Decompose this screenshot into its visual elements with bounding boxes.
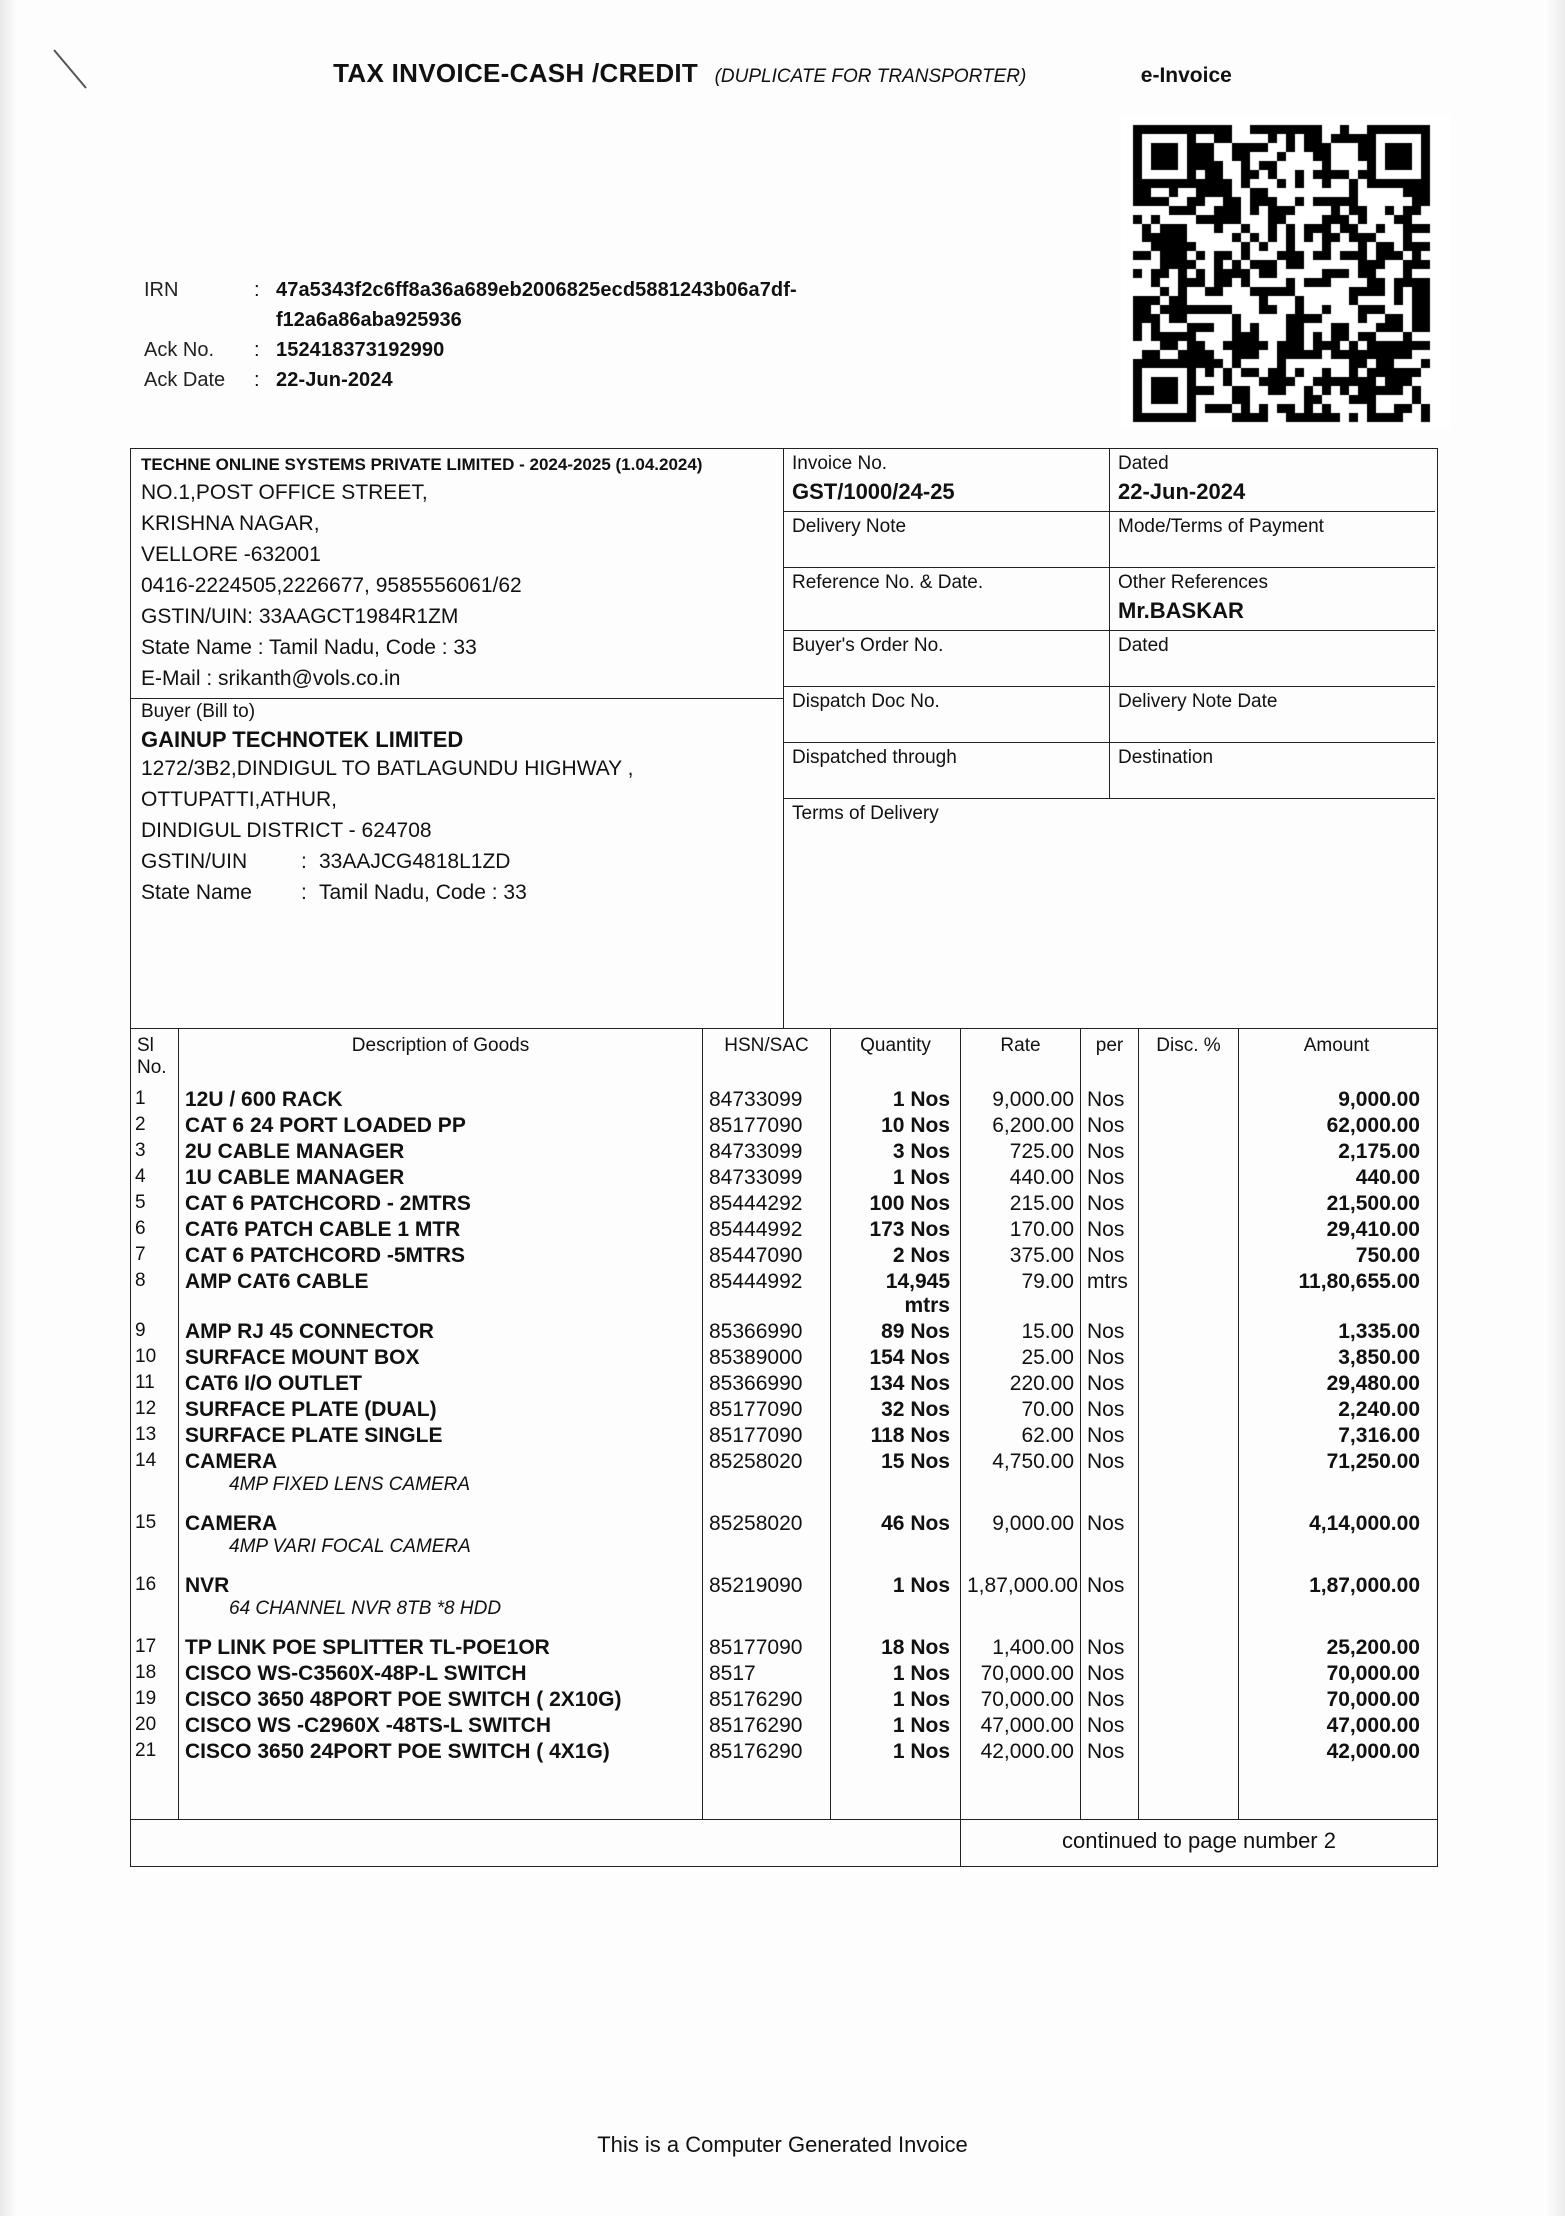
row-sl: 21	[131, 1739, 179, 1765]
row-quantity: 32 Nos	[831, 1397, 961, 1423]
row-rate: 15.00	[961, 1319, 1081, 1345]
row-hsn: 85219090	[703, 1573, 831, 1635]
row-quantity: 154 Nos	[831, 1345, 961, 1371]
seller-gstin: GSTIN/UIN: 33AAGCT1984R1ZM	[141, 605, 459, 628]
row-hsn: 85366990	[703, 1319, 831, 1345]
row-description: SURFACE MOUNT BOX	[179, 1345, 703, 1371]
delivery-note-date-cell	[1110, 687, 1435, 743]
row-per: Nos	[1081, 1139, 1139, 1165]
reference-cell	[784, 568, 1110, 631]
row-hsn: 85176290	[703, 1713, 831, 1739]
row-hsn: 85366990	[703, 1371, 831, 1397]
row-per: Nos	[1081, 1345, 1139, 1371]
row-description: 12U / 600 RACK	[179, 1087, 703, 1113]
row-amount: 11,80,655.00	[1298, 1270, 1420, 1293]
row-quantity: 10 Nos	[831, 1113, 961, 1139]
meta-row-buyers-order	[784, 631, 1435, 687]
row-per: Nos	[1081, 1449, 1139, 1511]
dispatched-through-cell	[784, 743, 1110, 799]
row-per: Nos	[1081, 1165, 1139, 1191]
seller-address-line-3: VELLORE -632001	[141, 543, 321, 566]
scan-edge-right	[1543, 0, 1565, 2216]
destination-label: Destination	[1118, 747, 1214, 768]
destination-cell	[1110, 743, 1435, 799]
meta-row-reference	[784, 568, 1435, 631]
buyer-address-line-3: DINDIGUL DISTRICT - 624708	[141, 819, 432, 842]
row-per: Nos	[1081, 1243, 1139, 1269]
buyer-name: GAINUP TECHNOTEK LIMITED	[141, 727, 464, 752]
row-amount: 29,480.00	[1326, 1372, 1420, 1395]
row-rate: 47,000.00	[961, 1713, 1081, 1739]
irn-row	[144, 275, 797, 305]
buyers-order-dated-cell	[1110, 631, 1435, 687]
invoice-meta-column	[784, 449, 1435, 1028]
reference-label: Reference No. & Date.	[792, 572, 984, 593]
row-sl: 4	[131, 1165, 179, 1191]
row-rate: 9,000.00	[961, 1087, 1081, 1113]
row-description: SURFACE PLATE (DUAL)	[179, 1397, 703, 1423]
row-rate: 70,000.00	[961, 1661, 1081, 1687]
table-row	[131, 1217, 1437, 1243]
continued-label: continued to page number 2	[1062, 1828, 1336, 1853]
row-amount: 70,000.00	[1326, 1688, 1420, 1711]
row-disc	[1139, 1217, 1239, 1243]
row-quantity: 1 Nos	[831, 1573, 961, 1635]
row-sl: 9	[131, 1319, 179, 1345]
table-spacer-cell	[1139, 1765, 1239, 1819]
row-description: CAT 6 PATCHCORD -5MTRS	[179, 1243, 703, 1269]
row-hsn: 85176290	[703, 1739, 831, 1765]
row-disc	[1139, 1269, 1239, 1319]
row-description: CISCO WS-C3560X-48P-L SWITCH	[179, 1661, 703, 1687]
row-per: Nos	[1081, 1087, 1139, 1113]
table-row	[131, 1087, 1437, 1113]
buyer-address-line-1: 1272/3B2,DINDIGUL TO BATLAGUNDU HIGHWAY ,	[141, 757, 634, 780]
terms-of-delivery-cell	[784, 799, 1435, 949]
row-amount: 1,335.00	[1338, 1320, 1420, 1343]
row-description: CAT 6 24 PORT LOADED PP	[179, 1113, 703, 1139]
row-description: CISCO 3650 24PORT POE SWITCH ( 4X1G)	[179, 1739, 703, 1765]
row-sl: 6	[131, 1217, 179, 1243]
row-hsn: 84733099	[703, 1087, 831, 1113]
table-row	[131, 1687, 1437, 1713]
meta-row-dispatch-doc	[784, 687, 1435, 743]
row-hsn: 85444992	[703, 1269, 831, 1319]
row-description: CAT6 I/O OUTLET	[179, 1371, 703, 1397]
meta-row-dispatched-through	[784, 743, 1435, 799]
row-sl: 8	[131, 1269, 179, 1319]
row-disc	[1139, 1243, 1239, 1269]
column-header-description: Description of Goods	[179, 1029, 703, 1087]
row-quantity: 1 Nos	[831, 1087, 961, 1113]
row-sl: 7	[131, 1243, 179, 1269]
row-amount: 2,240.00	[1338, 1398, 1420, 1421]
table-spacer-cell	[703, 1765, 831, 1819]
row-description: CAMERA 4MP VARI FOCAL CAMERA	[179, 1511, 703, 1573]
items-table-footer	[131, 1819, 1437, 1866]
row-sl: 20	[131, 1713, 179, 1739]
row-per: Nos	[1081, 1191, 1139, 1217]
buyer-gstin-row	[141, 846, 773, 877]
row-disc	[1139, 1139, 1239, 1165]
row-rate: 220.00	[961, 1371, 1081, 1397]
row-rate: 4,750.00	[961, 1449, 1081, 1511]
irn-colon: :	[254, 279, 260, 301]
irn-value-line2: f12a6a86aba925936	[276, 309, 462, 331]
row-disc	[1139, 1687, 1239, 1713]
meta-row-delivery-note	[784, 512, 1435, 568]
table-spacer-cell	[961, 1765, 1081, 1819]
row-hsn: 85444992	[703, 1217, 831, 1243]
ack-date-colon: :	[254, 369, 260, 391]
row-rate: 70.00	[961, 1397, 1081, 1423]
buyer-gstin-label: GSTIN/UIN	[141, 850, 248, 873]
row-disc	[1139, 1087, 1239, 1113]
ack-no-value: 152418373192990	[276, 339, 445, 361]
ack-no-row	[144, 335, 797, 365]
row-disc	[1139, 1635, 1239, 1661]
ack-date-label: Ack Date	[144, 369, 226, 391]
row-amount: 4,14,000.00	[1309, 1512, 1420, 1535]
row-quantity: 1 Nos	[831, 1661, 961, 1687]
buyers-order-dated-label: Dated	[1118, 635, 1169, 656]
row-per: Nos	[1081, 1687, 1139, 1713]
table-row	[131, 1345, 1437, 1371]
terms-of-delivery-label: Terms of Delivery	[792, 803, 939, 824]
row-rate: 70,000.00	[961, 1687, 1081, 1713]
row-per: Nos	[1081, 1739, 1139, 1765]
dispatched-through-label: Dispatched through	[792, 747, 957, 768]
table-row	[131, 1243, 1437, 1269]
buyer-gstin-colon: :	[301, 850, 307, 873]
invoice-no-label: Invoice No.	[792, 453, 888, 474]
dated-cell	[1110, 449, 1435, 512]
row-disc	[1139, 1397, 1239, 1423]
parties-section	[131, 449, 1437, 1028]
row-quantity: 1 Nos	[831, 1165, 961, 1191]
row-disc	[1139, 1661, 1239, 1687]
row-quantity: 1 Nos	[831, 1739, 961, 1765]
row-per: mtrs	[1081, 1269, 1139, 1319]
row-rate: 62.00	[961, 1423, 1081, 1449]
row-per: Nos	[1081, 1371, 1139, 1397]
row-amount: 9,000.00	[1338, 1088, 1420, 1111]
row-quantity: 15 Nos	[831, 1449, 961, 1511]
duplicate-label: (DUPLICATE FOR TRANSPORTER)	[714, 66, 1027, 87]
dated-label: Dated	[1118, 453, 1169, 474]
row-rate: 42,000.00	[961, 1739, 1081, 1765]
row-sl: 10	[131, 1345, 179, 1371]
row-amount: 29,410.00	[1326, 1218, 1420, 1241]
table-row	[131, 1511, 1437, 1573]
irn-block	[144, 275, 797, 395]
row-per: Nos	[1081, 1511, 1139, 1573]
ack-date-value: 22-Jun-2024	[276, 369, 393, 391]
table-row	[131, 1113, 1437, 1139]
row-hsn: 85177090	[703, 1423, 831, 1449]
row-rate: 1,87,000.00	[961, 1573, 1081, 1635]
qr-code-icon	[1121, 115, 1451, 429]
buyer-state-row	[141, 877, 773, 908]
invoice-frame	[130, 448, 1438, 1867]
row-sub-description: 4MP VARI FOCAL CAMERA	[229, 1536, 471, 1557]
other-references-cell	[1110, 568, 1435, 631]
row-quantity: 1 Nos	[831, 1687, 961, 1713]
computer-generated-note: This is a Computer Generated Invoice	[597, 2132, 968, 2157]
delivery-note-label: Delivery Note	[792, 516, 907, 537]
row-hsn: 85177090	[703, 1397, 831, 1423]
table-row	[131, 1449, 1437, 1511]
row-quantity: 134 Nos	[831, 1371, 961, 1397]
row-description: CISCO 3650 48PORT POE SWITCH ( 2X10G)	[179, 1687, 703, 1713]
row-amount: 1,87,000.00	[1309, 1574, 1420, 1597]
table-spacer-cell	[179, 1765, 703, 1819]
row-description: CAMERA 4MP FIXED LENS CAMERA	[179, 1449, 703, 1511]
table-row	[131, 1573, 1437, 1635]
row-quantity: 46 Nos	[831, 1511, 961, 1573]
column-header-amount: Amount	[1303, 1035, 1370, 1056]
column-header-hsn: HSN/SAC	[703, 1029, 831, 1087]
row-per: Nos	[1081, 1661, 1139, 1687]
row-disc	[1139, 1345, 1239, 1371]
row-amount: 3,850.00	[1338, 1346, 1420, 1369]
dispatch-doc-cell	[784, 687, 1110, 743]
row-description: AMP CAT6 CABLE	[179, 1269, 703, 1319]
document-header	[0, 58, 1565, 89]
row-description: TP LINK POE SPLITTER TL-POE1OR	[179, 1635, 703, 1661]
table-row	[131, 1165, 1437, 1191]
row-amount: 2,175.00	[1338, 1140, 1420, 1163]
row-description: NVR 64 CHANNEL NVR 8TB *8 HDD	[179, 1573, 703, 1635]
row-description: 1U CABLE MANAGER	[179, 1165, 703, 1191]
invoice-no-cell	[784, 449, 1110, 512]
other-references-value: Mr.BASKAR	[1118, 598, 1244, 623]
seller-address-line-2: KRISHNA NAGAR,	[141, 512, 320, 535]
row-rate: 375.00	[961, 1243, 1081, 1269]
table-row	[131, 1739, 1437, 1765]
row-amount: 440.00	[1355, 1166, 1420, 1189]
row-hsn: 84733099	[703, 1165, 831, 1191]
table-row	[131, 1397, 1437, 1423]
row-quantity: 14,945 mtrs	[831, 1269, 961, 1319]
table-spacer-row	[131, 1765, 1437, 1819]
seller-email: E-Mail : srikanth@vols.co.in	[141, 667, 401, 690]
meta-row-invoice-no	[784, 449, 1435, 512]
delivery-note-cell	[784, 512, 1110, 568]
row-amount: 47,000.00	[1326, 1714, 1420, 1737]
buyer-state-label: State Name	[141, 881, 252, 904]
row-quantity: 3 Nos	[831, 1139, 961, 1165]
row-sl: 16	[131, 1573, 179, 1635]
row-quantity: 18 Nos	[831, 1635, 961, 1661]
row-per: Nos	[1081, 1713, 1139, 1739]
row-rate: 6,200.00	[961, 1113, 1081, 1139]
row-description: SURFACE PLATE SINGLE	[179, 1423, 703, 1449]
row-disc	[1139, 1371, 1239, 1397]
row-disc	[1139, 1113, 1239, 1139]
table-row	[131, 1371, 1437, 1397]
seller-phone: 0416-2224505,2226677, 9585556061/62	[141, 574, 522, 597]
meta-row-terms-of-delivery	[784, 799, 1435, 949]
irn-label: IRN	[144, 279, 179, 301]
scan-edge-left	[0, 0, 18, 2216]
row-hsn: 85447090	[703, 1243, 831, 1269]
row-description: CAT 6 PATCHCORD - 2MTRS	[179, 1191, 703, 1217]
buyers-order-cell	[784, 631, 1110, 687]
row-per: Nos	[1081, 1319, 1139, 1345]
column-header-sl-text: Sl	[137, 1035, 154, 1056]
row-amount: 7,316.00	[1338, 1424, 1420, 1447]
row-per: Nos	[1081, 1573, 1139, 1635]
footer-left-pad	[131, 1820, 961, 1866]
einvoice-label: e-Invoice	[1140, 64, 1232, 87]
invoice-no-value: GST/1000/24-25	[792, 479, 955, 504]
column-header-disc: Disc. %	[1139, 1029, 1239, 1087]
row-hsn: 85258020	[703, 1449, 831, 1511]
row-per: Nos	[1081, 1635, 1139, 1661]
row-disc	[1139, 1191, 1239, 1217]
table-row	[131, 1269, 1437, 1319]
row-quantity: 89 Nos	[831, 1319, 961, 1345]
row-amount: 25,200.00	[1326, 1636, 1420, 1659]
ack-no-colon: :	[254, 339, 260, 361]
row-per: Nos	[1081, 1423, 1139, 1449]
row-hsn: 85177090	[703, 1113, 831, 1139]
table-row	[131, 1139, 1437, 1165]
row-rate: 440.00	[961, 1165, 1081, 1191]
row-rate: 9,000.00	[961, 1511, 1081, 1573]
row-amount: 70,000.00	[1326, 1662, 1420, 1685]
buyer-address-line-2: OTTUPATTI,ATHUR,	[141, 788, 337, 811]
row-sub-description: 4MP FIXED LENS CAMERA	[229, 1474, 471, 1495]
row-amount: 42,000.00	[1326, 1740, 1420, 1763]
dispatch-doc-label: Dispatch Doc No.	[792, 691, 940, 712]
column-header-rate: Rate	[961, 1029, 1081, 1087]
table-row	[131, 1713, 1437, 1739]
row-rate: 1,400.00	[961, 1635, 1081, 1661]
row-sl: 1	[131, 1087, 179, 1113]
table-spacer-cell	[131, 1765, 179, 1819]
ack-no-label: Ack No.	[144, 339, 215, 361]
table-row	[131, 1319, 1437, 1345]
row-hsn: 85444292	[703, 1191, 831, 1217]
row-quantity: 2 Nos	[831, 1243, 961, 1269]
table-spacer-cell	[831, 1765, 961, 1819]
row-description: AMP RJ 45 CONNECTOR	[179, 1319, 703, 1345]
row-rate: 725.00	[961, 1139, 1081, 1165]
row-disc	[1139, 1511, 1239, 1573]
table-row	[131, 1423, 1437, 1449]
row-per: Nos	[1081, 1113, 1139, 1139]
row-disc	[1139, 1739, 1239, 1765]
row-quantity: 1 Nos	[831, 1713, 961, 1739]
row-description: CISCO WS -C2960X -48TS-L SWITCH	[179, 1713, 703, 1739]
row-description: CAT6 PATCH CABLE 1 MTR	[179, 1217, 703, 1243]
row-per: Nos	[1081, 1397, 1139, 1423]
table-spacer-cell	[1081, 1765, 1139, 1819]
seller-address-line-1: NO.1,POST OFFICE STREET,	[141, 481, 428, 504]
row-amount: 750.00	[1355, 1244, 1420, 1267]
buyer-state-colon: :	[301, 881, 307, 904]
items-table-header	[131, 1028, 1437, 1087]
table-row	[131, 1191, 1437, 1217]
row-sl: 14	[131, 1449, 179, 1511]
seller-buyer-column	[131, 449, 784, 1028]
row-sl: 18	[131, 1661, 179, 1687]
buyers-order-label: Buyer's Order No.	[792, 635, 944, 656]
row-amount: 71,250.00	[1326, 1450, 1420, 1473]
page-title: TAX INVOICE-CASH /CREDIT	[333, 58, 699, 88]
row-sl: 12	[131, 1397, 179, 1423]
items-table-body	[131, 1087, 1437, 1819]
column-header-sl	[131, 1029, 179, 1087]
row-hsn: 84733099	[703, 1139, 831, 1165]
dated-value: 22-Jun-2024	[1118, 479, 1246, 504]
row-per: Nos	[1081, 1217, 1139, 1243]
table-row	[131, 1635, 1437, 1661]
row-disc	[1139, 1423, 1239, 1449]
buyer-label: Buyer (Bill to)	[141, 701, 256, 722]
row-sl: 13	[131, 1423, 179, 1449]
row-hsn: 85258020	[703, 1511, 831, 1573]
row-quantity: 100 Nos	[831, 1191, 961, 1217]
table-row	[131, 1661, 1437, 1687]
row-hsn: 85176290	[703, 1687, 831, 1713]
row-disc	[1139, 1165, 1239, 1191]
row-amount: 62,000.00	[1326, 1114, 1420, 1137]
buyer-state-value: Tamil Nadu, Code : 33	[319, 881, 527, 904]
row-sl: 11	[131, 1371, 179, 1397]
irn-value-line1: 47a5343f2c6ff8a36a689eb2006825ecd5881243b06a7df-	[276, 279, 797, 301]
delivery-note-date-label: Delivery Note Date	[1118, 691, 1278, 712]
row-sl: 15	[131, 1511, 179, 1573]
mode-terms-cell	[1110, 512, 1435, 568]
row-hsn: 85389000	[703, 1345, 831, 1371]
column-header-sl-sub: No.	[137, 1057, 167, 1078]
row-rate: 170.00	[961, 1217, 1081, 1243]
row-disc	[1139, 1573, 1239, 1635]
seller-state: State Name : Tamil Nadu, Code : 33	[141, 636, 477, 659]
row-quantity: 173 Nos	[831, 1217, 961, 1243]
row-disc	[1139, 1319, 1239, 1345]
row-disc	[1139, 1713, 1239, 1739]
row-sub-description: 64 CHANNEL NVR 8TB *8 HDD	[229, 1598, 502, 1619]
seller-company-header: TECHNE ONLINE SYSTEMS PRIVATE LIMITED - 2024-2025 (1.04.2024)	[141, 455, 703, 474]
column-header-quantity: Quantity	[831, 1029, 961, 1087]
other-references-label: Other References	[1118, 572, 1268, 593]
row-amount: 21,500.00	[1326, 1192, 1420, 1215]
row-rate: 79.00	[961, 1269, 1081, 1319]
buyer-gstin-value: 33AAJCG4818L1ZD	[319, 850, 511, 873]
mode-terms-label: Mode/Terms of Payment	[1118, 516, 1324, 537]
row-hsn: 85177090	[703, 1635, 831, 1661]
row-hsn: 8517	[703, 1661, 831, 1687]
column-header-per: per	[1081, 1029, 1139, 1087]
row-sl: 19	[131, 1687, 179, 1713]
row-sl: 2	[131, 1113, 179, 1139]
row-rate: 25.00	[961, 1345, 1081, 1371]
row-sl: 5	[131, 1191, 179, 1217]
row-sl: 17	[131, 1635, 179, 1661]
row-rate: 215.00	[961, 1191, 1081, 1217]
row-description: 2U CABLE MANAGER	[179, 1139, 703, 1165]
row-sl: 3	[131, 1139, 179, 1165]
table-spacer-cell	[1239, 1765, 1434, 1819]
ack-date-row	[144, 365, 797, 395]
row-quantity: 118 Nos	[831, 1423, 961, 1449]
row-disc	[1139, 1449, 1239, 1511]
